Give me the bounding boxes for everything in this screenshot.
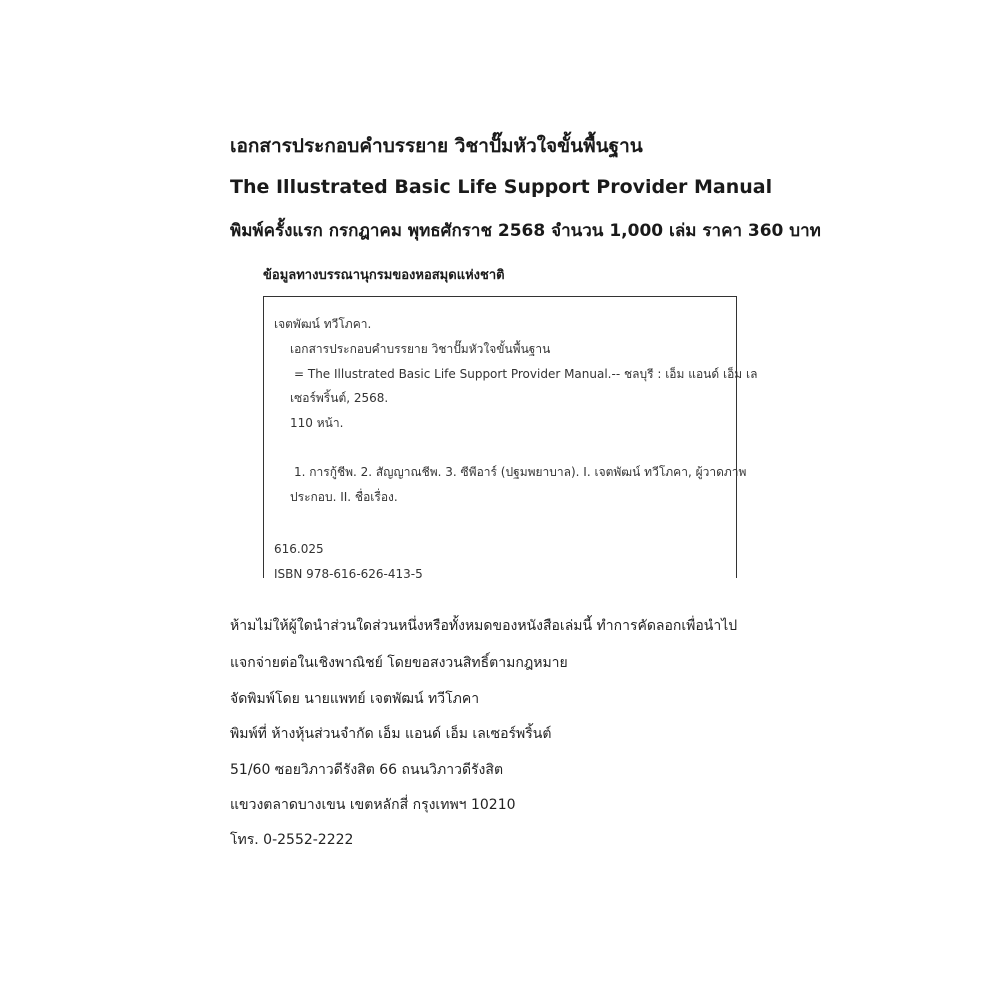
- cip-pages: 110 หน้า.: [290, 416, 344, 430]
- cip-record-box: [263, 296, 758, 581]
- document-title-english: The Illustrated Basic Life Support Provider Manual: [230, 176, 773, 198]
- cip-title: เอกสารประกอบคำบรรยาย วิชาปั๊มหัวใจขั้นพื้นฐาน: [290, 342, 551, 356]
- document-title-thai: เอกสารประกอบคำบรรยาย วิชาปั๊มหัวใจขั้นพื้นฐาน: [230, 135, 643, 157]
- copyright-notice-line-1: ห้ามไม่ให้ผู้ใดนำส่วนใดส่วนหนึ่งหรือทั้งหมดของหนังสือเล่มนี้ ทำการคัดลอกเพื่อนำไป: [230, 618, 738, 634]
- cip-subjects-line-1: 1. การกู้ชีพ. 2. สัญญาณชีพ. 3. ซีพีอาร์ (ปฐมพยาบาล). I. เจตพัฒน์ ทวีโภคา, ผู้วาดภาพ: [294, 465, 747, 479]
- cip-publisher: เซอร์พริ้นต์, 2568.: [290, 391, 389, 405]
- edition-info: พิมพ์ครั้งแรก กรกฎาคม พุทธศักราช 2568 จำนวน 1,000 เล่ม ราคา 360 บาท: [230, 221, 821, 241]
- publisher-info: จัดพิมพ์โดย นายแพทย์ เจตพัฒน์ ทวีโภคา: [230, 691, 480, 707]
- printer-info: พิมพ์ที่ ห้างหุ้นส่วนจำกัด เอ็ม แอนด์ เอ็ม เลเซอร์พริ้นต์: [230, 726, 552, 742]
- printer-phone: โทร. 0-2552-2222: [230, 832, 354, 848]
- printer-address-line-2: แขวงตลาดบางเขน เขตหลักสี่ กรุงเทพฯ 10210: [230, 797, 516, 813]
- cip-subjects-line-2: ประกอบ. II. ชื่อเรื่อง.: [290, 490, 398, 504]
- cip-isbn: ISBN 978-616-626-413-5: [274, 567, 423, 581]
- cip-author: เจตพัฒน์ ทวีโภคา.: [274, 317, 372, 331]
- copyright-notice-line-2: แจกจ่ายต่อในเชิงพาณิชย์ โดยขอสงวนสิทธิ์ตามกฎหมาย: [230, 655, 568, 671]
- printer-address-line-1: 51/60 ซอยวิภาวดีรังสิต 66 ถนนวิภาวดีรังสิต: [230, 762, 504, 778]
- cip-parallel-title: = The Illustrated Basic Life Support Provider Manual.-- ชลบุรี : เอ็ม แอนด์ เอ็ม เล: [294, 367, 758, 381]
- cip-heading: ข้อมูลทางบรรณานุกรมของหอสมุดแห่งชาติ: [263, 268, 505, 283]
- cip-classification: 616.025: [274, 542, 324, 556]
